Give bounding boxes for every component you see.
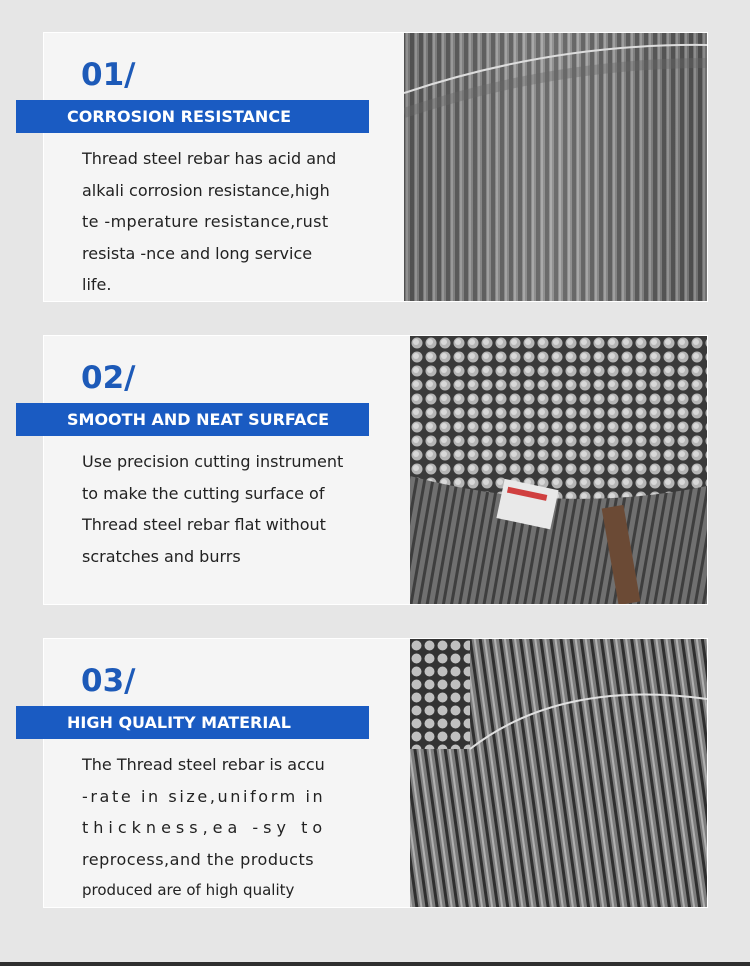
description-line: Thread steel rebar has acid and [82,149,337,168]
description-line: scratches and burrs [82,546,241,566]
feature-number: 02/ [81,360,136,396]
feature-description [82,446,344,572]
coiled-rebar-photo [404,33,707,301]
description-line: Use precision cutting instrument [82,452,344,471]
rebar-stack-photo [410,639,707,907]
description-line: alkali corrosion resistance,high [82,180,330,200]
description-line: The Thread steel rebar is accu [82,755,325,774]
feature-description [82,143,344,301]
description-line: to make the cutting surface of [82,483,325,503]
description-line: te -mperature resistance,rust [82,212,329,231]
bottom-divider [0,962,750,966]
feature-card-2 [43,335,708,605]
feature-title-band: HIGH QUALITY MATERIAL [16,706,369,739]
feature-description [82,749,344,907]
description-line: -rate in size,uniform in [82,786,326,806]
feature-card-1 [43,32,708,302]
description-line: life. [82,275,112,294]
feature-title-band: SMOOTH AND NEAT SURFACE [16,403,369,436]
feature-card-3 [43,638,708,908]
description-line: Thread steel rebar flat without [82,515,326,534]
feature-number: 03/ [81,663,136,699]
feature-title-band: CORROSION RESISTANCE [16,100,369,133]
description-line: resista -nce and long service [82,243,313,263]
rebar-bundle-ends-photo [410,336,707,604]
description-line: thickness,ea -sy to [82,818,328,837]
description-line: produced are of high quality [82,881,295,899]
feature-number: 01/ [81,57,136,93]
description-line: reprocess,and the products [82,849,315,869]
